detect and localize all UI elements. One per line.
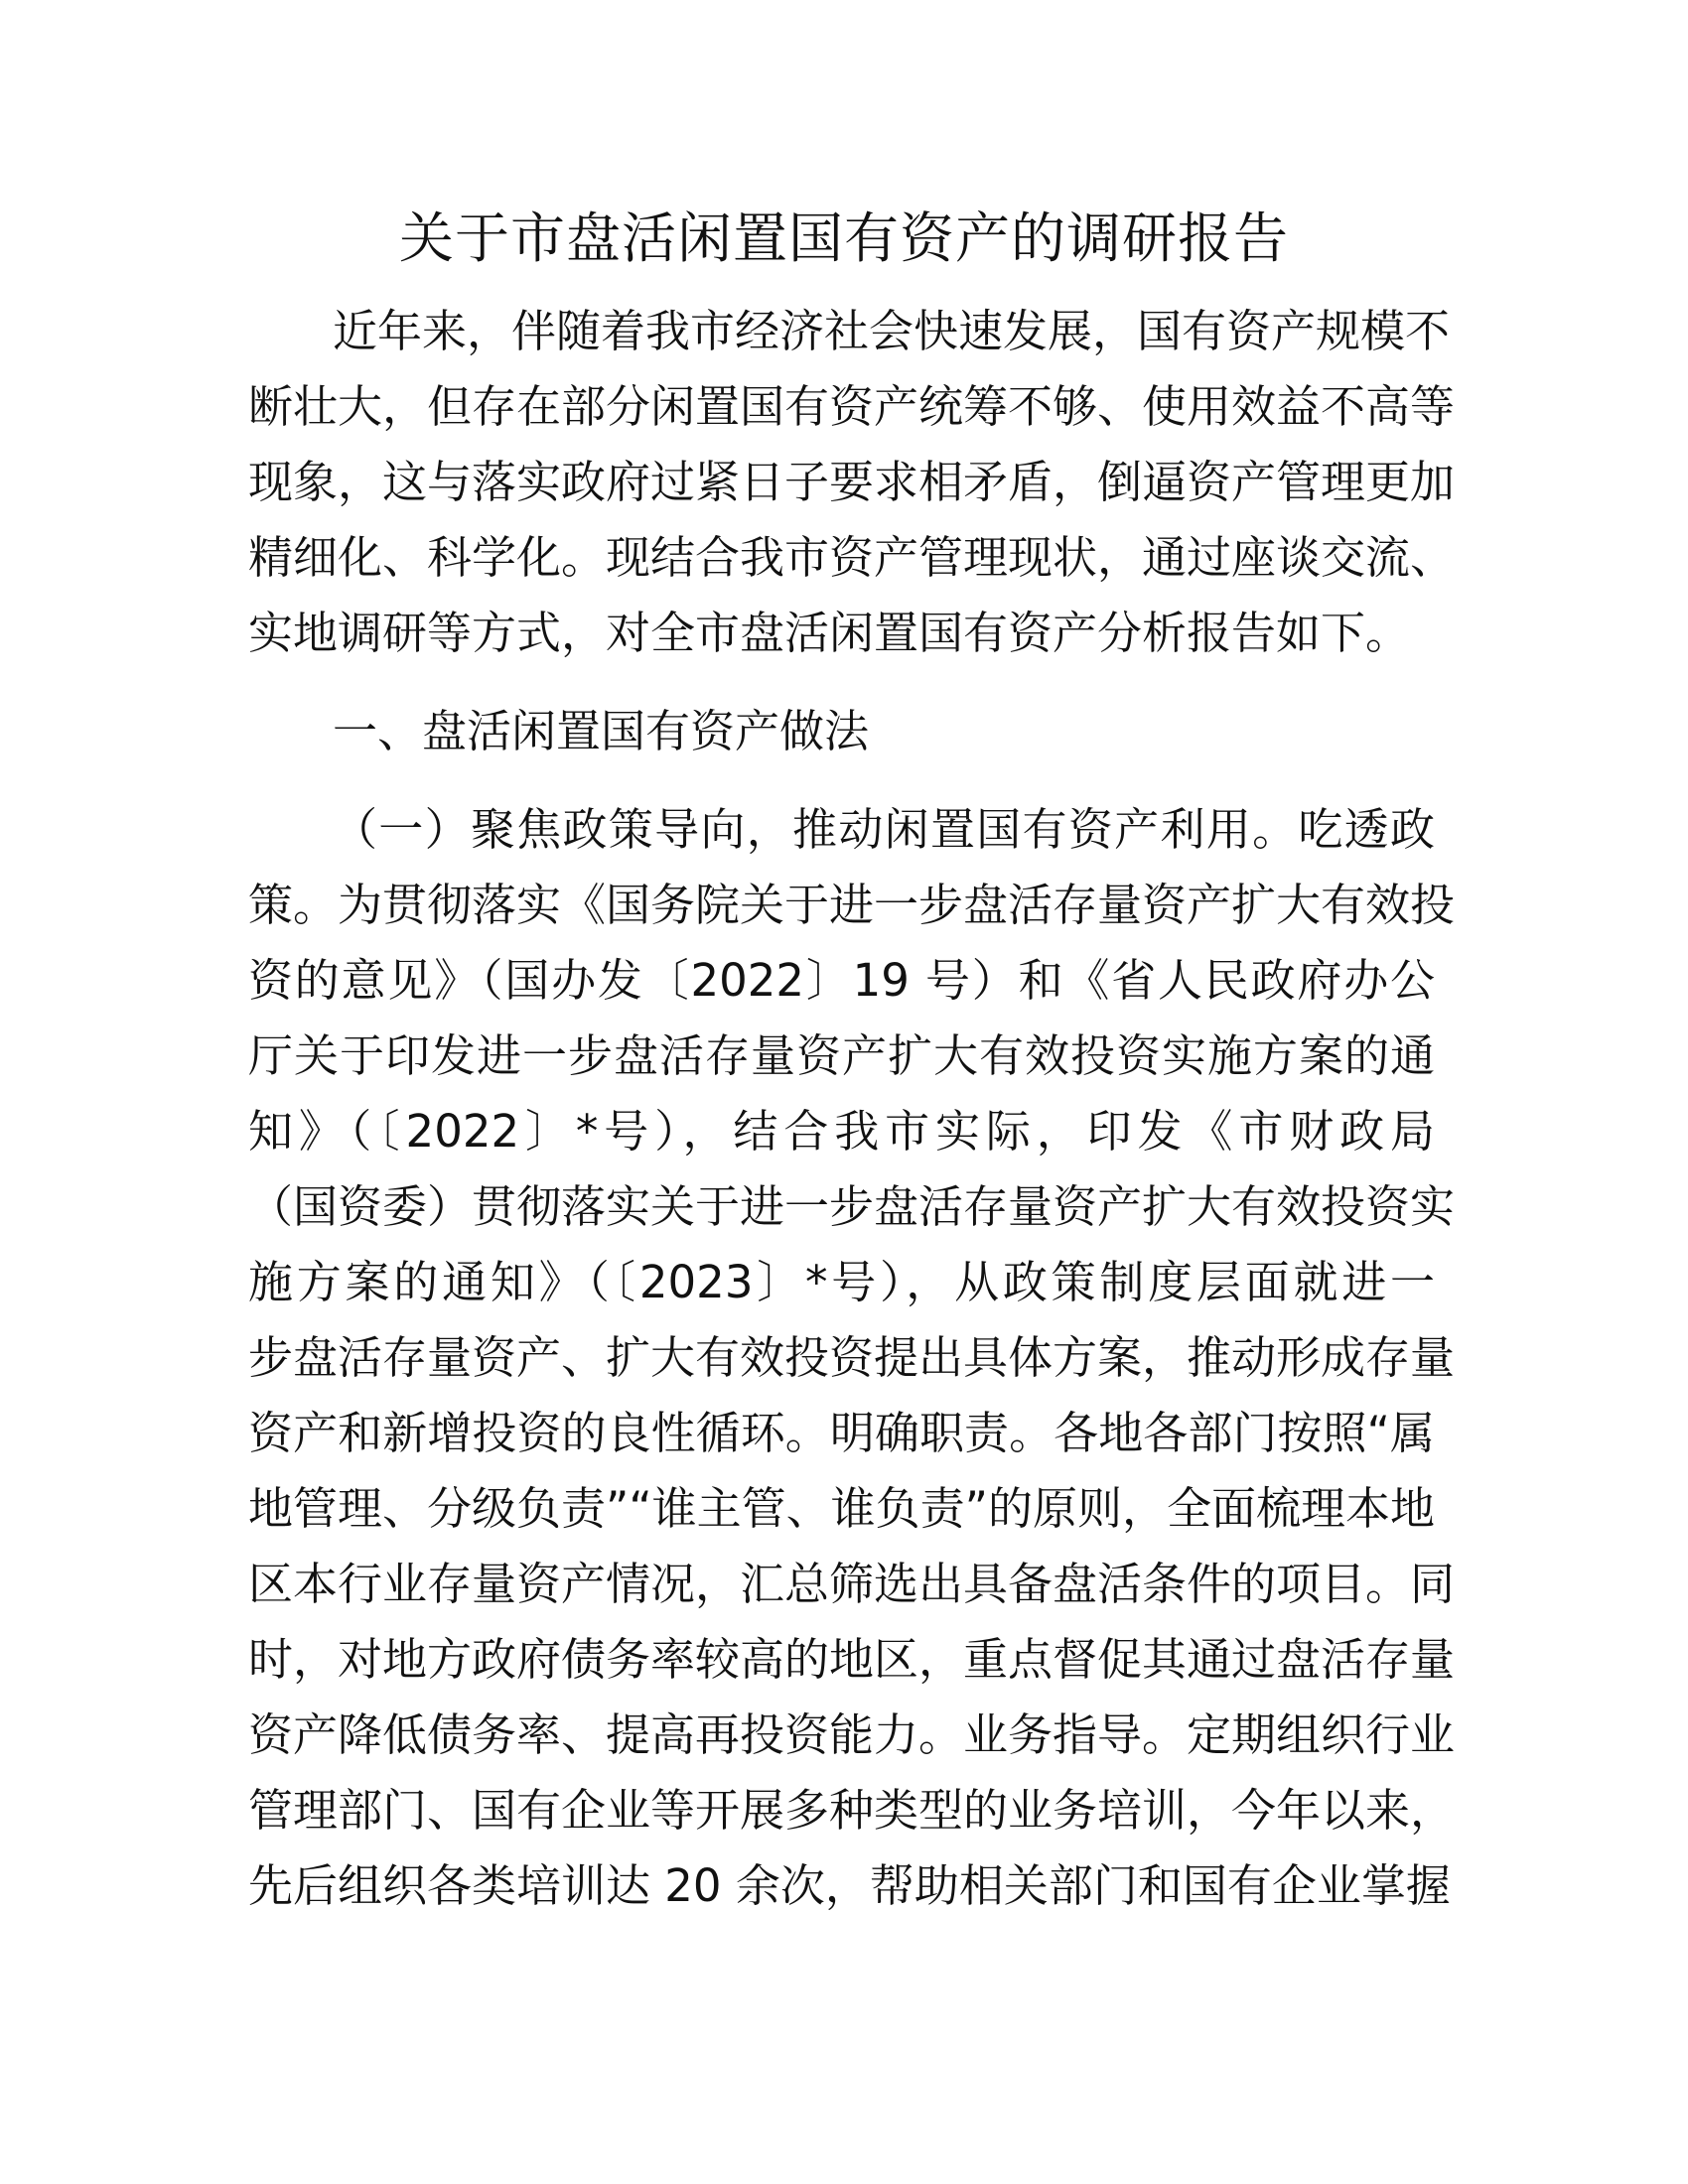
paragraph-line: 知》（〔2022〕*号），结合我市实际，印发《市财政局 <box>248 1105 1435 1158</box>
paragraph-line: 施方案的通知》（〔2023〕*号），从政策制度层面就进一 <box>248 1256 1435 1308</box>
section-heading: 一、盘活闲置国有资产做法 <box>333 705 870 757</box>
paragraph-line: （一）聚焦政策导向，推动闲置国有资产利用。吃透政 <box>333 803 1435 856</box>
paragraph-line: 断壮大，但存在部分闲置国有资产统筹不够、使用效益不高等 <box>248 380 1456 433</box>
paragraph-line: 区本行业存量资产情况，汇总筛选出具备盘活条件的项目。同 <box>248 1558 1456 1610</box>
paragraph-line: 资产降低债务率、提高再投资能力。业务指导。定期组织行业 <box>248 1708 1456 1761</box>
paragraph-line: 资的意见》（国办发〔2022〕19 号）和《省人民政府办公 <box>248 954 1435 1007</box>
paragraph-line: 先后组织各类培训达 20 余次，帮助相关部门和国有企业掌握 <box>248 1859 1451 1912</box>
paragraph-line: 步盘活存量资产、扩大有效投资提出具体方案，推动形成存量 <box>248 1331 1456 1384</box>
paragraph-line: 厅关于印发进一步盘活存量资产扩大有效投资实施方案的通 <box>248 1029 1435 1082</box>
paragraph-line: 近年来，伴随着我市经济社会快速发展，国有资产规模不 <box>333 305 1451 357</box>
paragraph-line: 时，对地方政府债务率较高的地区，重点督促其通过盘活存量 <box>248 1633 1456 1686</box>
paragraph-line: 管理部门、国有企业等开展多种类型的业务培训，今年以来， <box>248 1784 1456 1837</box>
paragraph-line: 实地调研等方式，对全市盘活闲置国有资产分析报告如下。 <box>248 607 1411 659</box>
paragraph-line: （国资委）贯彻落实关于进一步盘活存量资产扩大有效投资实 <box>248 1180 1456 1233</box>
paragraph-line: 资产和新增投资的良性循环。明确职责。各地各部门按照“属 <box>248 1407 1435 1459</box>
document-title: 关于市盘活闲置国有资产的调研报告 <box>398 206 1289 270</box>
paragraph-line: 精细化、科学化。现结合我市资产管理现状，通过座谈交流、 <box>248 531 1456 584</box>
paragraph-line: 现象，这与落实政府过紧日子要求相矛盾，倒逼资产管理更加 <box>248 456 1456 508</box>
paragraph-line: 策。为贯彻落实《国务院关于进一步盘活存量资产扩大有效投 <box>248 879 1456 931</box>
paragraph-line: 地管理、分级负责”“谁主管、谁负责”的原则，全面梳理本地 <box>248 1482 1435 1535</box>
